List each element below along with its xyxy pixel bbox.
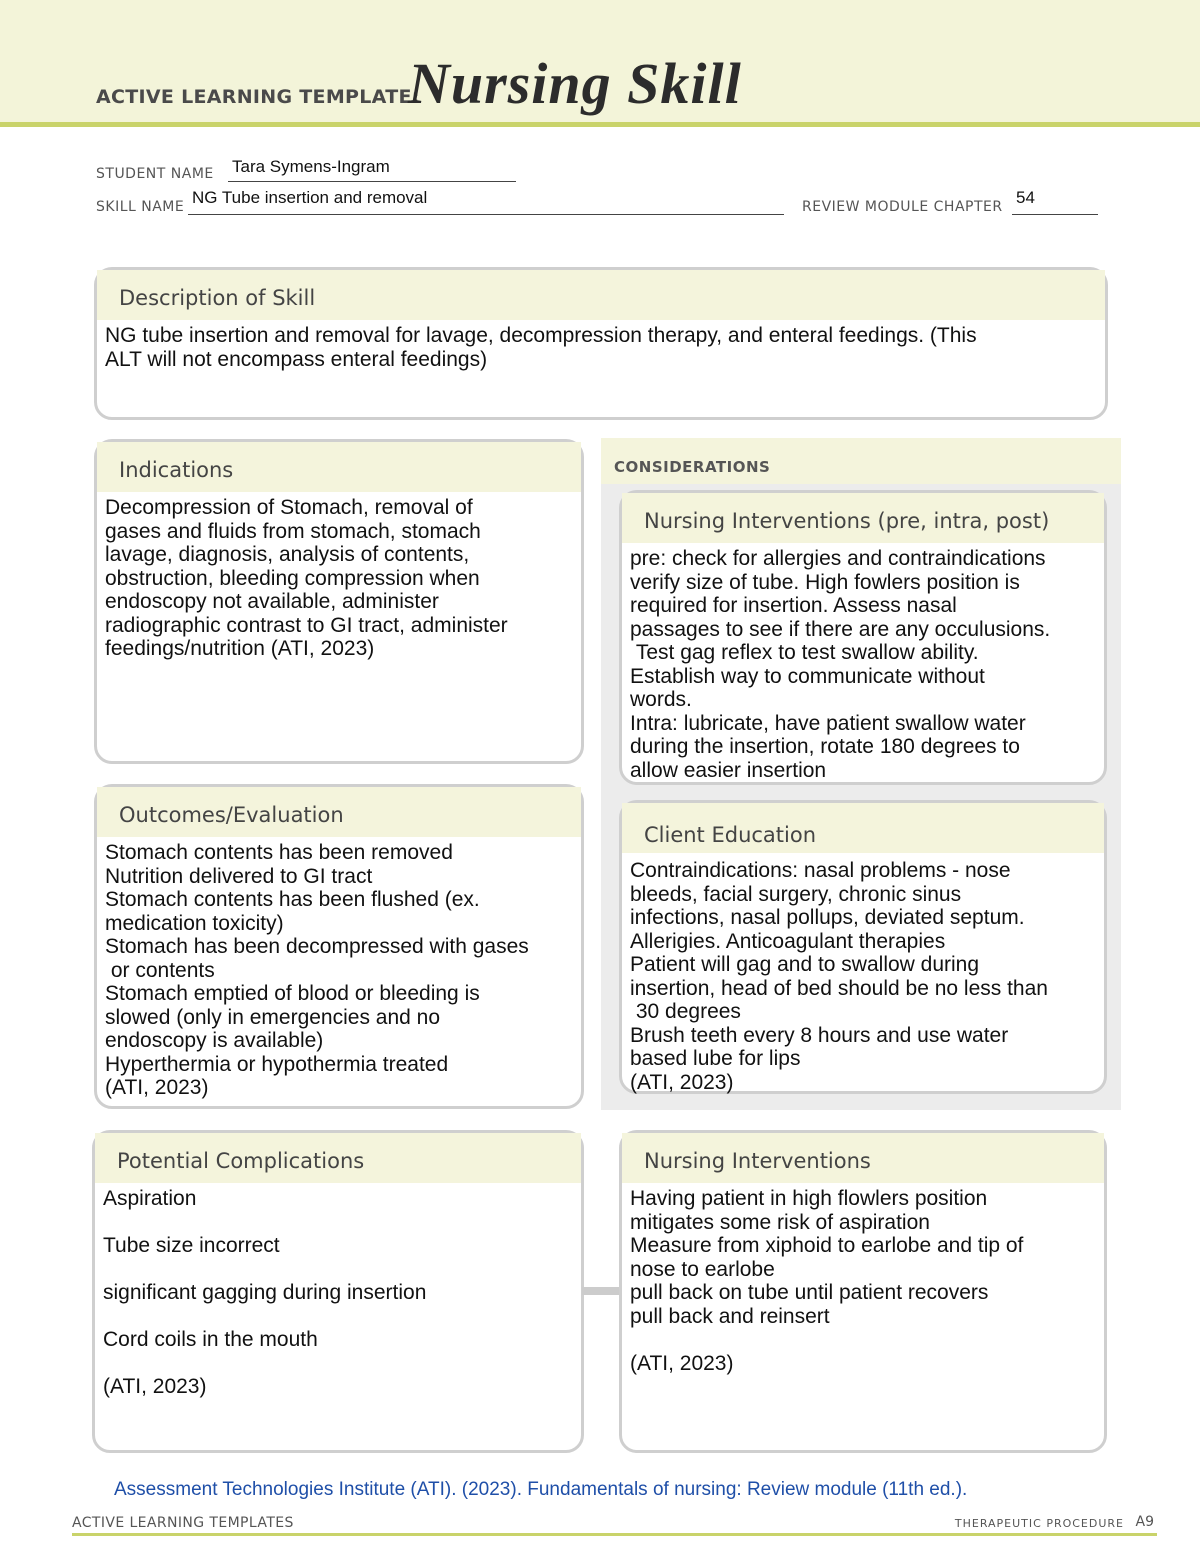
nursing-interventions-heading: Nursing Interventions bbox=[622, 1133, 1104, 1183]
complications-text[interactable]: Aspiration Tube size incorrect significant gagging during insertion Cord coils in the mouth (ATI, 2023) bbox=[103, 1187, 427, 1398]
indications-heading: Indications bbox=[97, 442, 581, 492]
template-label: ACTIVE LEARNING TEMPLATE: bbox=[96, 86, 420, 108]
student-name-field[interactable]: Tara Symens-Ingram bbox=[232, 157, 390, 176]
footer-left: ACTIVE LEARNING TEMPLATES bbox=[72, 1515, 294, 1531]
considerations-label: CONSIDERATIONS bbox=[614, 458, 771, 476]
reference-citation: Assessment Technologies Institute (ATI). (2023). Fundamentals of nursing: Review module (11th ed.). bbox=[114, 1479, 968, 1500]
student-name-line bbox=[228, 181, 516, 182]
indications-text[interactable]: Decompression of Stomach, removal of gases and fluids from stomach, stomach lavage, diagnosis, analysis of contents, obstruction, bleeding compression when endoscopy not available, administer radiographic contrast to GI tract, administer feedings/nutrition (ATI, 2023) bbox=[105, 496, 508, 660]
review-module-field[interactable]: 54 bbox=[1016, 188, 1035, 207]
nursing-interventions-box bbox=[619, 1130, 1107, 1453]
nursing-interventions-pip-heading: Nursing Interventions (pre, intra, post) bbox=[622, 493, 1104, 543]
indications-box bbox=[94, 439, 584, 764]
description-heading: Description of Skill bbox=[97, 270, 1105, 320]
header-rule bbox=[0, 122, 1200, 127]
footer-right: THERAPEUTIC PROCEDURE bbox=[954, 1517, 1124, 1530]
review-module-line bbox=[1012, 214, 1098, 215]
skill-name-label: SKILL NAME bbox=[96, 199, 185, 215]
outcomes-box bbox=[94, 784, 584, 1109]
description-box bbox=[94, 267, 1108, 420]
footer-rule bbox=[72, 1533, 1157, 1536]
skill-name-field[interactable]: NG Tube insertion and removal bbox=[192, 188, 428, 207]
description-text[interactable]: NG tube insertion and removal for lavage, decompression therapy, and enteral feedings. (This ALT will not encompass enteral feedings) bbox=[105, 324, 977, 371]
client-education-heading: Client Education bbox=[622, 803, 1104, 853]
page-title: Nursing Skill bbox=[408, 51, 742, 116]
complications-box bbox=[92, 1130, 584, 1453]
nursing-interventions-text[interactable]: Having patient in high flowlers position mitigates some risk of aspiration Measure from xiphoid to earlobe and tip of nose to earlobe pull back on tube until patient recovers pull back and reinsert (ATI, 2023) bbox=[630, 1187, 1024, 1375]
nursing-interventions-pip-box bbox=[619, 490, 1107, 785]
box-connector bbox=[582, 1287, 620, 1295]
outcomes-text[interactable]: Stomach contents has been removed Nutrition delivered to GI tract Stomach contents has been flushed (ex. medication toxicity) Stomach has been decompressed with gases or contents Stomach emptied of blood or bleeding is slowed (only in emergencies and no endoscopy is available) Hyperthermia or hypothermia treated (ATI, 2023) bbox=[105, 841, 529, 1099]
student-name-label: STUDENT NAME bbox=[96, 166, 214, 182]
client-education-text[interactable]: Contraindications: nasal problems - nose bleeds, facial surgery, chronic sinus infections, nasal pollups, deviated septum. Allerigies. Anticoagulant therapies Patient will gag and to swallow during insertion, head of bed should be no less than 30 degrees Brush teeth every 8 hours and use water based lube for lips (ATI, 2023) bbox=[630, 859, 1048, 1094]
review-module-label: REVIEW MODULE CHAPTER bbox=[802, 199, 1003, 215]
footer-page-number: A9 bbox=[1135, 1514, 1154, 1530]
nursing-interventions-pip-text[interactable]: pre: check for allergies and contraindications verify size of tube. High fowlers position is required for insertion. Assess nasal passages to see if there are any occulusions. Test gag reflex to test swallow ability. Establish way to communicate without words. Intra: lubricate, have patient swallow water during the insertion, rotate 180 degrees to allow easier insertion bbox=[630, 547, 1051, 782]
client-education-box bbox=[619, 800, 1107, 1094]
skill-name-line bbox=[188, 214, 784, 215]
complications-heading: Potential Complications bbox=[95, 1133, 581, 1183]
outcomes-heading: Outcomes/Evaluation bbox=[97, 787, 581, 837]
